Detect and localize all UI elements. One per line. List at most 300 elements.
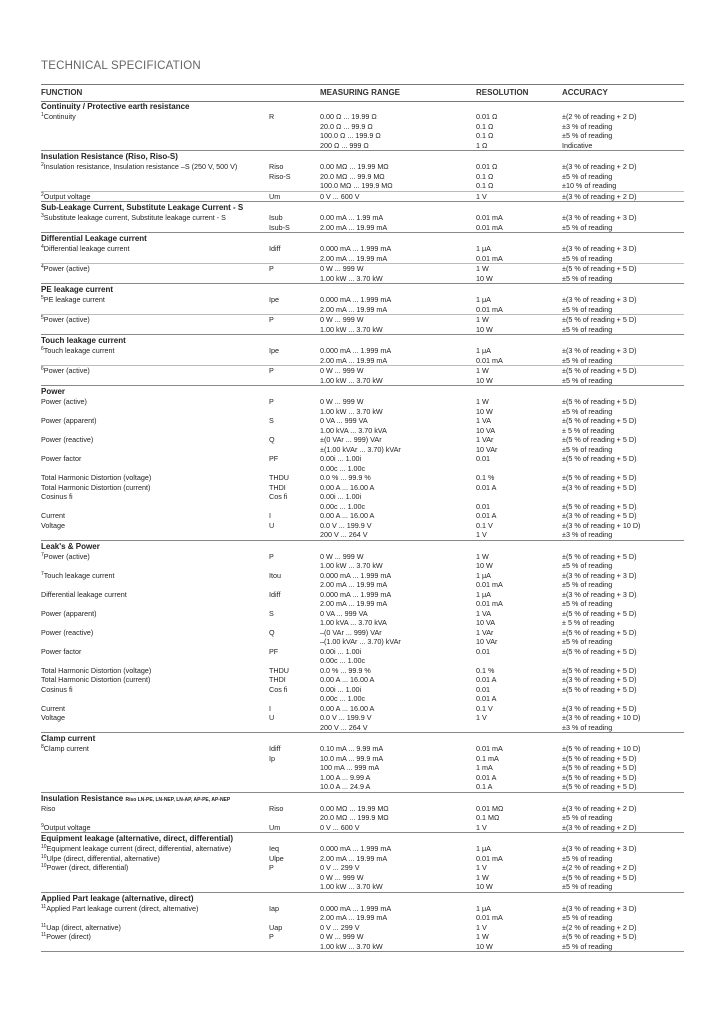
accuracy-cell: ±(3 % of reading + 3 D): [562, 346, 637, 355]
measuring-range-cell: 0 W ... 999 W: [320, 397, 364, 406]
symbol-cell: Cos fi: [269, 492, 288, 501]
measuring-range-cell: 20.0 MΩ ... 99.9 MΩ: [320, 171, 385, 181]
function-label: Riso: [41, 803, 56, 813]
spec-section: [41, 233, 684, 284]
function-label: Applied Part leakage current (direct, alternative): [46, 903, 199, 913]
footnote-marker: 6: [41, 366, 44, 372]
function-cell: [41, 244, 130, 254]
row-group: [41, 397, 684, 540]
resolution-cell: 1 W: [476, 366, 489, 375]
table-row: [41, 913, 684, 923]
accuracy-cell: ±(3 % of reading + 2 D): [562, 162, 637, 171]
measuring-range-cell: 0.00c ... 1.00c: [320, 656, 366, 665]
measuring-range-cell: 0 VA ... 999 VA: [320, 608, 368, 618]
table-row: [41, 274, 684, 284]
table-row: [41, 873, 684, 883]
accuracy-cell: ±(5 % of reading + 5 D): [562, 435, 637, 444]
section-title-text: Power: [41, 387, 66, 396]
row-group: [41, 552, 684, 733]
symbol-cell: P: [269, 366, 274, 375]
measuring-range-cell: 0.00 MΩ ... 19.99 MΩ: [320, 803, 389, 813]
resolution-cell: 1 W: [476, 551, 489, 561]
function-label: Clamp current: [43, 744, 89, 753]
measuring-range-cell: 0.000 mA ... 1.999 mA: [320, 244, 392, 253]
measuring-range-cell: 0 W ... 999 W: [320, 366, 364, 375]
measuring-range-cell: 2.00 mA ... 19.99 mA: [320, 355, 388, 365]
section-title: [41, 541, 684, 552]
resolution-cell: 1 V: [476, 863, 487, 872]
resolution-cell: 1 VAr: [476, 627, 494, 637]
section-title: [41, 151, 684, 162]
symbol-cell: THDI: [269, 675, 286, 684]
measuring-range-cell: 0 V ... 600 V: [320, 191, 360, 201]
function-label: Power (direct): [46, 932, 91, 941]
function-label: Touch leakage current: [43, 346, 115, 355]
accuracy-cell: ±(3 % of reading + 3 D): [562, 589, 637, 599]
measuring-range-cell: 0 W ... 999 W: [320, 932, 364, 941]
measuring-range-cell: 1.00 kW ... 3.70 kW: [320, 941, 383, 951]
measuring-range-cell: –(1.00 kVAr ... 3.70) kVAr: [320, 637, 401, 646]
accuracy-cell: ±5 % of reading: [562, 561, 613, 570]
table-row: [41, 397, 684, 407]
resolution-cell: 1 V: [476, 822, 487, 832]
resolution-cell: 1 VA: [476, 416, 492, 425]
resolution-cell: 0.01 mA: [476, 599, 503, 608]
resolution-cell: 10 VAr: [476, 444, 498, 454]
function-label: Voltage: [41, 713, 65, 722]
resolution-cell: 0.1 V: [476, 520, 493, 530]
accuracy-cell: ±5 % of reading: [562, 882, 613, 891]
function-cell: [41, 923, 121, 933]
table-header: [41, 84, 684, 102]
resolution-cell: 0.1 V: [476, 703, 493, 713]
accuracy-cell: ±5 % of reading: [562, 355, 613, 365]
table-row: [41, 376, 684, 386]
header-accuracy: ACCURACY: [562, 88, 608, 97]
resolution-cell: 0.01 A: [476, 694, 497, 703]
spec-section: [41, 386, 684, 541]
resolution-cell: 0.1 Ω: [476, 181, 494, 190]
table-row: [41, 435, 684, 445]
row-group: [41, 191, 684, 202]
accuracy-cell: ±(5 % of reading + 5 D): [562, 684, 637, 694]
accuracy-cell: ±(5 % of reading + 5 D): [562, 772, 637, 782]
function-label: Power (apparent): [41, 608, 97, 618]
measuring-range-cell: 0.00i ... 1.00i: [320, 492, 362, 501]
resolution-cell: 1 μA: [476, 346, 491, 355]
table-row: [41, 416, 684, 426]
resolution-cell: 0.1 Ω: [476, 171, 494, 181]
spec-section: [41, 284, 684, 335]
resolution-cell: 0.01 A: [476, 772, 497, 782]
table-row: [41, 713, 684, 723]
accuracy-cell: ±5 % of reading: [562, 171, 613, 181]
footnote-marker: 11: [41, 922, 47, 929]
measuring-range-cell: 0.000 mA ... 1.999 mA: [320, 295, 392, 304]
measuring-range-cell: 0.00 A ... 16.00 A: [320, 511, 375, 520]
table-row: [41, 131, 684, 141]
symbol-cell: THDU: [269, 473, 289, 482]
function-label: Power factor: [41, 646, 82, 656]
footnote-marker: 7: [41, 551, 44, 558]
symbol-cell: Idiff: [269, 589, 281, 599]
table-row: [41, 561, 684, 571]
table-row: [41, 356, 684, 366]
resolution-cell: 0.01 mA: [476, 222, 503, 232]
resolution-cell: 0.01: [476, 454, 490, 463]
row-group: [41, 295, 684, 314]
table-row: [41, 502, 684, 512]
measuring-range-cell: 0.00i ... 1.00i: [320, 454, 362, 463]
function-label: Output voltage: [43, 822, 91, 832]
measuring-range-cell: 0.00i ... 1.00i: [320, 684, 362, 694]
function-cell: [41, 590, 127, 600]
function-cell: [41, 823, 91, 833]
function-cell: [41, 675, 150, 685]
function-cell: [41, 804, 55, 814]
symbol-cell: Riso-S: [269, 171, 291, 181]
measuring-range-cell: 1.00 kW ... 3.70 kW: [320, 561, 383, 570]
function-label: Equipment leakage current (direct, differential, alternative): [46, 844, 232, 853]
accuracy-cell: ±(3 % of reading + 2 D): [562, 803, 637, 813]
row-group: [41, 112, 684, 150]
table-row: [41, 773, 684, 783]
footnote-marker: 8: [41, 744, 44, 750]
resolution-cell: 1 V: [476, 922, 487, 932]
footnote-marker: 10: [41, 853, 47, 860]
measuring-range-cell: 20.0 Ω ... 99.9 Ω: [320, 121, 373, 131]
resolution-cell: 0.01 MΩ: [476, 803, 504, 813]
spec-section: [41, 893, 684, 953]
accuracy-cell: ±(3 % of reading + 3 D): [562, 903, 637, 913]
footnote-marker: 1: [41, 112, 44, 118]
measuring-range-cell: 0 W ... 999 W: [320, 872, 364, 882]
row-group: [41, 263, 684, 283]
resolution-cell: 10 W: [476, 561, 493, 570]
resolution-cell: 1 μA: [476, 244, 491, 253]
symbol-cell: P: [269, 932, 274, 941]
accuracy-cell: ±5 % of reading: [562, 375, 613, 385]
function-cell: [41, 863, 128, 873]
table-row: [41, 804, 684, 814]
measuring-range-cell: 2.00 mA ... 19.99 mA: [320, 580, 388, 589]
accuracy-cell: ±(5 % of reading + 5 D): [562, 416, 637, 425]
table-row: [41, 181, 684, 191]
function-cell: [41, 192, 91, 202]
function-label: Power (active): [43, 315, 90, 324]
symbol-cell: PF: [269, 646, 279, 656]
measuring-range-cell: 0 W ... 999 W: [320, 551, 364, 561]
measuring-range-cell: 0.00 MΩ ... 19.99 MΩ: [320, 162, 389, 171]
resolution-cell: 0.01: [476, 646, 490, 656]
accuracy-cell: ±(3 % of reading + 3 D): [562, 244, 637, 253]
function-label: Voltage: [41, 520, 65, 530]
measuring-range-cell: 0.00 A ... 16.00 A: [320, 482, 375, 492]
symbol-cell: Um: [269, 191, 281, 201]
accuracy-cell: ±(3 % of reading + 2 D): [562, 191, 637, 201]
measuring-range-cell: 0.00 A ... 16.00 A: [320, 703, 375, 713]
table-row: [41, 192, 684, 202]
symbol-cell: Idiff: [269, 244, 281, 253]
function-cell: [41, 435, 93, 445]
table-row: [41, 763, 684, 773]
footnote-marker: 2: [41, 162, 44, 168]
function-label: Differential leakage current: [43, 244, 130, 253]
table-row: [41, 882, 684, 892]
symbol-cell: Um: [269, 822, 281, 832]
function-label: Power (active): [43, 264, 90, 273]
accuracy-cell: ± 5 % of reading: [562, 425, 615, 435]
function-label: Total Harmonic Distortion (voltage): [41, 473, 152, 482]
measuring-range-cell: 0 V ... 600 V: [320, 822, 360, 832]
table-row: [41, 904, 684, 914]
symbol-cell: Q: [269, 435, 275, 444]
resolution-cell: 0.01 Ω: [476, 112, 498, 121]
accuracy-cell: ±(3 % of reading + 10 D): [562, 520, 641, 530]
section-title: [41, 233, 684, 244]
resolution-cell: 1 W: [476, 315, 489, 324]
table-row: [41, 511, 684, 521]
measuring-range-cell: 0.00 Ω ... 19.99 Ω: [320, 112, 377, 121]
page-title: TECHNICAL SPECIFICATION: [41, 60, 201, 72]
function-label: Power factor: [41, 454, 82, 463]
row-group: [41, 213, 684, 232]
measuring-range-cell: 0 W ... 999 W: [320, 264, 364, 273]
resolution-cell: 10 W: [476, 375, 493, 385]
resolution-cell: 0.01 mA: [476, 580, 503, 589]
function-label: PE leakage current: [43, 295, 105, 304]
accuracy-cell: ±(5 % of reading + 5 D): [562, 454, 637, 463]
accuracy-cell: ±5 % of reading: [562, 131, 613, 140]
row-group: [41, 744, 684, 792]
table-row: [41, 315, 684, 325]
function-cell: [41, 483, 150, 493]
measuring-range-cell: 1.00 kW ... 3.70 kW: [320, 324, 383, 334]
resolution-cell: 0.01 mA: [476, 853, 503, 863]
table-row: [41, 782, 684, 792]
symbol-cell: Q: [269, 627, 275, 637]
accuracy-cell: ±(2 % of reading + 2 D): [562, 112, 637, 121]
footnote-marker: 5: [41, 295, 44, 301]
symbol-cell: THDI: [269, 482, 286, 492]
section-title-text: Applied Part leakage (alternative, direct): [41, 893, 194, 903]
row-group: [41, 346, 684, 365]
resolution-cell: 1 V: [476, 713, 487, 722]
function-label: Cosinus fi: [41, 492, 73, 501]
symbol-cell: Ipe: [269, 295, 279, 304]
section-title-text: Equipment leakage (alternative, direct, differential): [41, 834, 234, 843]
resolution-cell: 0.01: [476, 684, 490, 694]
table-row: [41, 213, 684, 223]
measuring-range-cell: 2.00 mA ... 19.99 mA: [320, 853, 388, 863]
measuring-range-cell: –(0 VAr ... 999) VAr: [320, 627, 382, 637]
footnote-marker: 6: [41, 346, 44, 352]
measuring-range-cell: 0.00c ... 1.00c: [320, 463, 366, 473]
table-row: [41, 426, 684, 436]
accuracy-cell: ±3 % of reading: [562, 530, 613, 539]
table-row: [41, 580, 684, 590]
symbol-cell: S: [269, 608, 274, 618]
function-cell: [41, 264, 90, 274]
measuring-range-cell: 1.00 kVA ... 3.70 kVA: [320, 618, 387, 627]
footnote-marker: 9: [41, 822, 44, 829]
function-cell: [41, 397, 87, 407]
resolution-cell: 10 VAr: [476, 637, 498, 646]
resolution-cell: 0.1 %: [476, 665, 495, 675]
resolution-cell: 0.1 Ω: [476, 131, 494, 140]
function-cell: [41, 666, 151, 676]
measuring-range-cell: 0.0 % ... 99.9 %: [320, 665, 371, 675]
function-label: Total Harmonic Distortion (current): [41, 675, 151, 684]
measuring-range-cell: 0.000 mA ... 1.999 mA: [320, 903, 392, 913]
table-row: [41, 932, 684, 942]
table-row: [41, 325, 684, 335]
section-title: [41, 386, 684, 397]
resolution-cell: 10 W: [476, 941, 493, 951]
function-cell: [41, 454, 81, 464]
section-title: [41, 893, 684, 904]
row-group: [41, 244, 684, 263]
measuring-range-cell: ±(1.00 kVAr ... 3.70) kVAr: [320, 444, 401, 454]
section-title: [41, 284, 684, 295]
function-label: Output voltage: [43, 191, 91, 201]
accuracy-cell: ±(5 % of reading + 5 D): [562, 627, 637, 637]
measuring-range-cell: 20.0 MΩ ... 199.9 MΩ: [320, 813, 389, 822]
resolution-cell: 0.1 mA: [476, 753, 499, 763]
table-row: [41, 704, 684, 714]
measuring-range-cell: ±(0 VAr ... 999) VAr: [320, 435, 382, 444]
spec-section: [41, 101, 684, 151]
row-group: [41, 904, 684, 952]
table-row: [41, 407, 684, 417]
measuring-range-cell: 0 V ... 299 V: [320, 863, 360, 872]
resolution-cell: 0.1 MΩ: [476, 813, 500, 822]
resolution-cell: 0.01 A: [476, 675, 497, 684]
resolution-cell: 0.1 Ω: [476, 121, 494, 131]
measuring-range-cell: 0.0 V ... 199.9 V: [320, 520, 372, 530]
measuring-range-cell: 10.0 A ... 24.9 A: [320, 782, 371, 791]
accuracy-cell: ±(5 % of reading + 5 D): [562, 264, 637, 273]
measuring-range-cell: 0.000 mA ... 1.999 mA: [320, 589, 392, 599]
table-row: [41, 366, 684, 376]
table-row: [41, 473, 684, 483]
resolution-cell: 1 W: [476, 872, 489, 882]
table-row: [41, 223, 684, 233]
section-title-text: Touch leakage current: [41, 336, 126, 345]
spec-section: [41, 335, 684, 386]
symbol-cell: I: [269, 703, 271, 713]
measuring-range-cell: 2.00 mA ... 19.99 mA: [320, 253, 388, 263]
measuring-range-cell: 0.000 mA ... 1.999 mA: [320, 346, 392, 355]
resolution-cell: 1 Ω: [476, 140, 488, 150]
table-row: [41, 637, 684, 647]
spec-section: [41, 202, 684, 233]
function-label: Power (active): [41, 397, 87, 406]
symbol-cell: P: [269, 863, 274, 872]
accuracy-cell: ±5 % of reading: [562, 813, 613, 822]
measuring-range-cell: 200 V ... 264 V: [320, 530, 368, 539]
resolution-cell: 1 V: [476, 191, 487, 201]
function-cell: [41, 609, 97, 619]
resolution-cell: 1 μA: [476, 589, 491, 599]
resolution-cell: 1 μA: [476, 903, 491, 913]
spec-table: [41, 101, 684, 952]
accuracy-cell: ±(5 % of reading + 5 D): [562, 763, 637, 772]
resolution-cell: 0.01: [476, 501, 490, 511]
function-cell: [41, 315, 90, 325]
resolution-cell: 0.01 mA: [476, 253, 503, 263]
table-row: [41, 590, 684, 600]
section-title: [41, 733, 684, 744]
measuring-range-cell: 1.00 kW ... 3.70 kW: [320, 882, 383, 891]
accuracy-cell: ±(5 % of reading + 5 D): [562, 501, 637, 511]
table-row: [41, 305, 684, 315]
accuracy-cell: ±5 % of reading: [562, 580, 613, 589]
measuring-range-cell: 1.00 kW ... 3.70 kW: [320, 406, 383, 416]
table-row: [41, 454, 684, 464]
table-row: [41, 172, 684, 182]
accuracy-cell: ±10 % of reading: [562, 181, 617, 190]
measuring-range-cell: 2.00 mA ... 19.99 mA: [320, 913, 388, 922]
symbol-cell: U: [269, 713, 275, 722]
accuracy-cell: ±5 % of reading: [562, 273, 613, 283]
accuracy-cell: ±5 % of reading: [562, 941, 613, 951]
resolution-cell: 0.01 mA: [476, 913, 503, 922]
section-title: [41, 335, 684, 346]
accuracy-cell: ±3 % of reading: [562, 722, 613, 732]
table-row: [41, 244, 684, 254]
function-cell: [41, 162, 237, 172]
resolution-cell: 0.1 A: [476, 782, 493, 791]
spec-section: [41, 793, 684, 834]
section-title-text: Insulation Resistance (Riso, Riso-S): [41, 152, 178, 161]
measuring-range-cell: 0.00 A ... 16.00 A: [320, 675, 375, 684]
measuring-range-cell: 0.10 mA ... 9.99 mA: [320, 744, 384, 753]
accuracy-cell: ±5 % of reading: [562, 599, 613, 608]
function-cell: [41, 647, 81, 657]
measuring-range-cell: 100.0 MΩ ... 199.9 MΩ: [320, 181, 393, 190]
symbol-cell: S: [269, 416, 274, 425]
accuracy-cell: ±(3 % of reading + 2 D): [562, 822, 637, 832]
measuring-range-cell: 0.00 mA ... 1.99 mA: [320, 213, 384, 222]
symbol-cell: I: [269, 511, 271, 520]
accuracy-cell: ±(3 % of reading + 3 D): [562, 570, 637, 580]
row-group: [41, 804, 684, 833]
accuracy-cell: ±(3 % of reading + 5 D): [562, 703, 637, 713]
symbol-cell: Iap: [269, 903, 279, 913]
table-row: [41, 483, 684, 493]
resolution-cell: 1 W: [476, 932, 489, 941]
function-label: Current: [41, 511, 65, 520]
table-row: [41, 609, 684, 619]
table-row: [41, 647, 684, 657]
table-row: [41, 295, 684, 305]
table-row: [41, 122, 684, 132]
measuring-range-cell: 1.00 kVA ... 3.70 kVA: [320, 425, 387, 435]
accuracy-cell: ±(3 % of reading + 3 D): [562, 844, 637, 853]
table-row: [41, 521, 684, 531]
table-row: [41, 694, 684, 704]
accuracy-cell: ±(3 % of reading + 3 D): [562, 295, 637, 304]
section-title: [41, 101, 684, 112]
table-row: [41, 685, 684, 695]
resolution-cell: 0.01 mA: [476, 213, 503, 222]
accuracy-cell: ±(5 % of reading + 5 D): [562, 753, 637, 763]
symbol-cell: Ulpe: [269, 853, 284, 863]
function-cell: [41, 492, 73, 502]
measuring-range-cell: 0.000 mA ... 1.999 mA: [320, 570, 392, 580]
measuring-range-cell: 100.0 Ω ... 199.9 Ω: [320, 131, 381, 140]
